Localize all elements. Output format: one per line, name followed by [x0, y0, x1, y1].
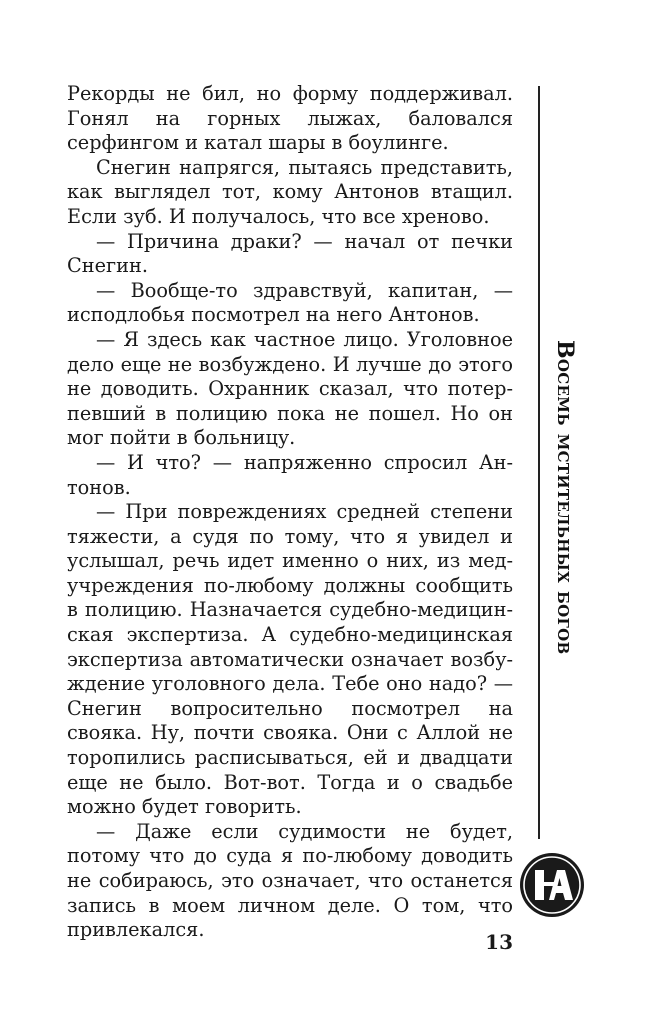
- paragraph: — При повреждениях средней степени тяжести, а судя по тому, что я увидел и услышал, речь идет именно о них, из медучреждения по-любому должны сообщить в полицию. Назначается судебно-медицинская экспертиза. А судебно-медицинская экспертиза автоматически означает возбуждение уголовного дела. Тебе оно надо? — Снегин вопросительно посмотрел на свояка. Ну, почти свояка. Они с Аллой не торопились расписываться, ей и двадцати еще не было. Вот-вот. Тогда и о свадьбе можно будет говорить.: [67, 500, 513, 819]
- vertical-divider: [538, 86, 540, 839]
- page-number: 13: [485, 930, 513, 954]
- paragraph: Рекорды не бил, но форму поддерживал. Гонял на горных лыжах, баловался серфингом и катал шары в боулинге.: [67, 82, 513, 155]
- paragraph: — Причина драки? — начал от печки Снегин.: [67, 229, 513, 278]
- paragraph: Снегин напрягся, пытаясь представить, как выглядел тот, кому Антонов втащил. Если зуб. И получалось, что все хреново.: [67, 155, 513, 228]
- paragraph: — Вообще-то здравствуй, капитан, — исподлобья посмотрел на него Антонов.: [67, 278, 513, 327]
- paragraph: — Даже если судимости не будет, потому что до суда я по-любому доводить не собираюсь, это означает, что останется запись в моем личном деле. О том, что привлекался.: [67, 819, 513, 942]
- running-title: Восемь мстительных богов: [552, 340, 578, 655]
- paragraph: — Я здесь как частное лицо. Уголовное дело еще не возбуждено. И лучше до этого не доводить. Охранник сказал, что потерпевший в полицию пока не пошел. Но он мог пойти в больницу.: [67, 327, 513, 450]
- publisher-logo-icon: [519, 852, 585, 918]
- body-text: [67, 82, 513, 943]
- paragraph: — И что? — напряженно спросил Антонов.: [67, 450, 513, 499]
